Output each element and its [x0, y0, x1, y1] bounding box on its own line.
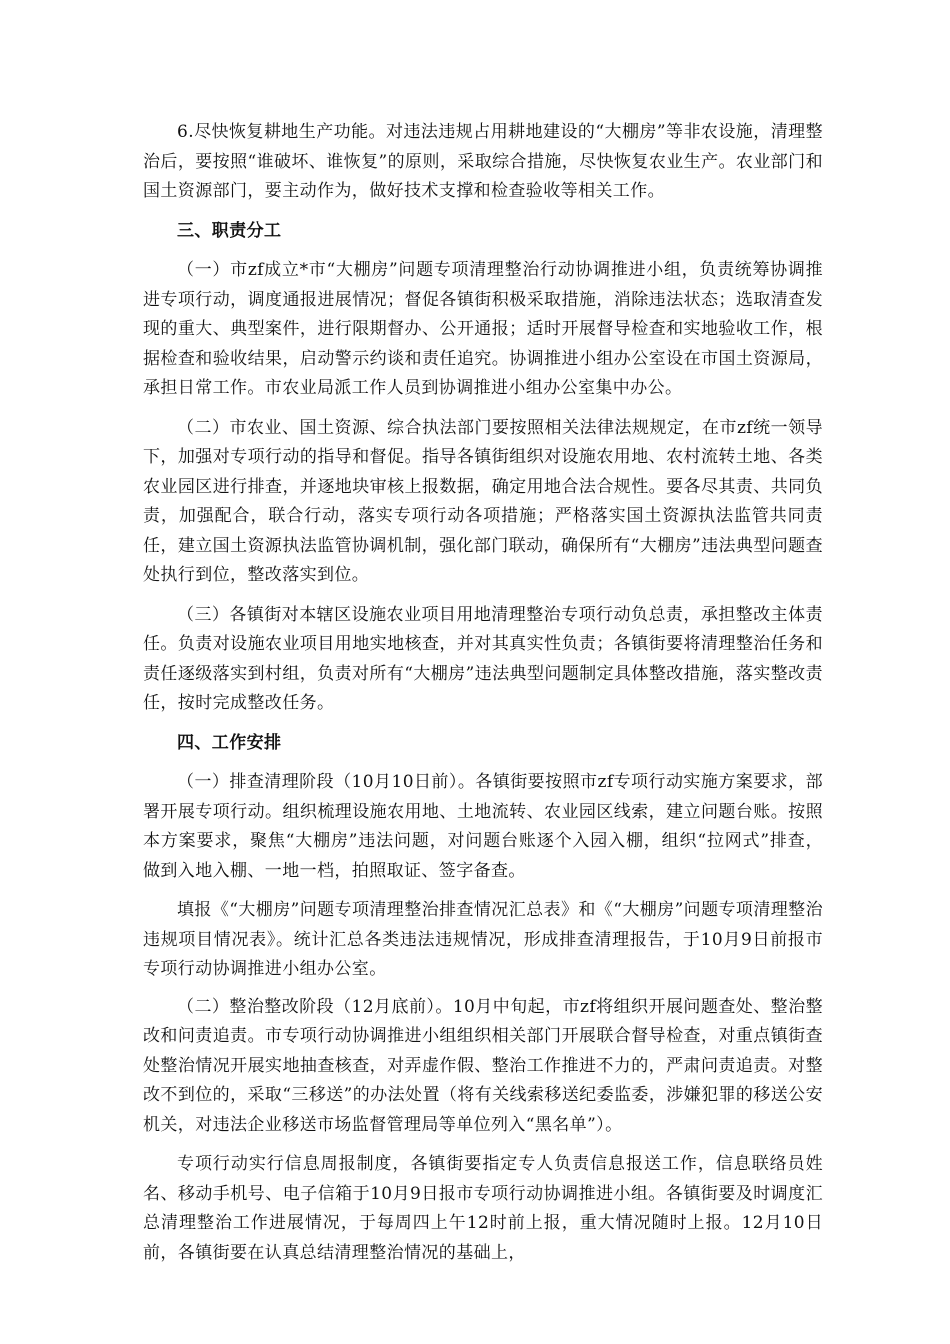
paragraph-stage-investigation: （一）排查清理阶段（10月10日前）。各镇街要按照市zf专项行动实施方案要求，部署开展专项行动。组织梳理设施农用地、土地流转、农业园区线索，建立问题台账。按照本方案要求，聚焦“大棚房”违法问题，对问题台账逐个入园入棚，组织“拉网式”排查，做到入地入棚、一地一档，拍照取证、签字备查。 [143, 772, 823, 881]
paragraph-responsibility-3: （三）各镇街对本辖区设施农业项目用地清理整治专项行动负总责，承担整改主体责任。负责对设施农业项目用地实地核查，并对其真实性负责；各镇街要将清理整治任务和责任逐级落实到村组，负责对所有“大棚房”违法典型问题制定具体整改措施，落实整改责任，按时完成整改任务。 [143, 604, 823, 713]
paragraph-responsibility-2: （二）市农业、国土资源、综合执法部门要按照相关法律法规规定，在市zf统一领导下，加强对专项行动的指导和督促。指导各镇街组织对设施农用地、农村流转土地、各类农业园区进行排查，并逐地块审核上报数据，确定用地合法合规性。要各尽其责、共同负责，加强配合，联合行动，落实专项行动各项措施；严格落实国土资源执法监管共同责任，建立国土资源执法监管协调机制，强化部门联动，确保所有“大棚房”违法典型问题查处执行到位，整改落实到位。 [143, 417, 823, 585]
paragraph-stage-rectification: （二）整治整改阶段（12月底前）。10月中旬起，市zf将组织开展问题查处、整治整改和问责追责。市专项行动协调推进小组组织相关部门开展联合督导检查，对重点镇街查处整治情况开展实地抽查核查，对弄虚作假、整治工作推进不力的，严肃问责追责。对整改不到位的，采取“三移送”的办法处置（将有关线索移送纪委监委，涉嫌犯罪的移送公安机关，对违法企业移送市场监督管理局等单位列入“黑名单”）。 [143, 996, 823, 1135]
paragraph-restore-farmland: 6.尽快恢复耕地生产功能。对违法违规占用耕地建设的“大棚房”等非农设施，清理整治后，要按照“谁破坏、谁恢复”的原则，采取综合措施，尽快恢复农业生产。农业部门和国土资源部门，要主动作为，做好技术支撑和检查验收等相关工作。 [143, 122, 823, 201]
document-body [143, 118, 823, 1278]
paragraph-weekly-reporting: 专项行动实行信息周报制度，各镇街要指定专人负责信息报送工作，信息联络员姓名、移动手机号、电子信箱于10月9日报市专项行动协调推进小组。各镇街要及时调度汇总清理整治工作进展情况，于每周四上午12时前上报，重大情况随时上报。12月10日前，各镇街要在认真总结清理整治情况的基础上， [143, 1154, 823, 1263]
section-heading-responsibilities: 三、职责分工 [177, 220, 282, 241]
paragraph-report-forms: 填报《“大棚房”问题专项清理整治排查情况汇总表》和《“大棚房”问题专项清理整治违规项目情况表》。统计汇总各类违法违规情况，形成排查清理报告，于10月9日前报市专项行动协调推进小组办公室。 [143, 900, 823, 979]
section-heading-work-arrangement: 四、工作安排 [177, 732, 282, 753]
paragraph-responsibility-1: （一）市zf成立*市“大棚房”问题专项清理整治行动协调推进小组，负责统筹协调推进专项行动，调度通报进展情况；督促各镇街积极采取措施，消除违法状态；选取清查发现的重大、典型案件，进行限期督办、公开通报；适时开展督导检查和实地验收工作，根据检查和验收结果，启动警示约谈和责任追究。协调推进小组办公室设在市国土资源局，承担日常工作。市农业局派工作人员到协调推进小组办公室集中办公。 [143, 260, 823, 398]
